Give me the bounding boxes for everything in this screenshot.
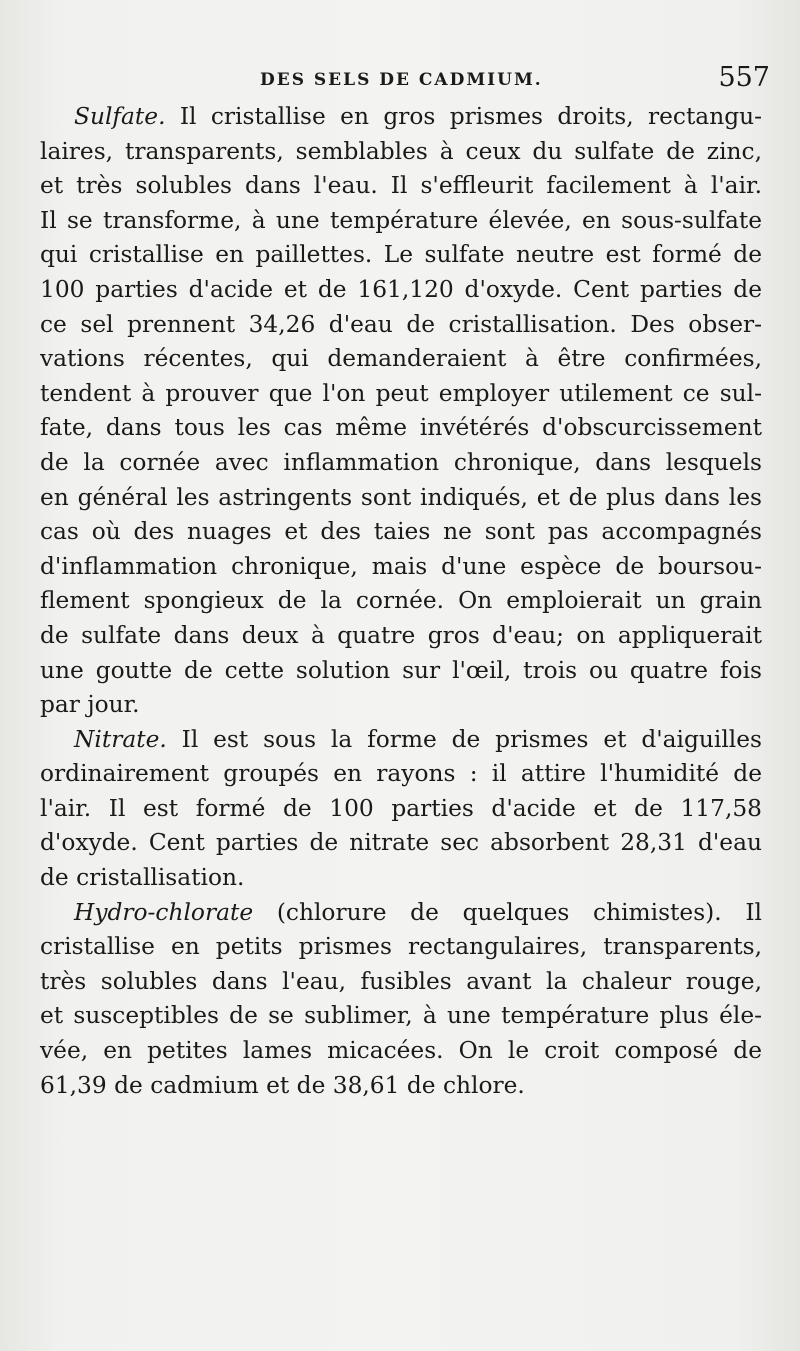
running-title: DES SELS DE CADMIUM. xyxy=(260,70,543,90)
section-term: Nitrate. xyxy=(74,725,167,753)
text-span: Il est sous la forme de prismes et d'aiguilles xyxy=(166,725,762,753)
text-line xyxy=(40,723,762,758)
text-line: 61,39 de cadmium et de 38,61 de chlore. xyxy=(40,1071,525,1099)
text-line: flement spongieux de la cornée. On emploierait un grain xyxy=(40,587,762,615)
text-line: par jour. xyxy=(40,691,140,719)
text-line: très solubles dans l'eau, fusibles avant la chaleur rouge, xyxy=(40,967,762,995)
text-line: 100 parties d'acide et de 161,120 d'oxyde. Cent parties de xyxy=(40,275,762,303)
text-line: de cristallisation. xyxy=(40,864,245,892)
text-span: (chlorure de quelques chimistes). Il xyxy=(253,898,762,926)
page-header xyxy=(40,62,770,102)
text-line: cas où des nuages et des taies ne sont pas accompagnés xyxy=(40,518,762,546)
text-line: l'air. Il est formé de 100 parties d'acide et de 117,58 xyxy=(40,794,762,822)
text-line: une goutte de cette solution sur l'œil, trois ou quatre fois xyxy=(40,656,762,684)
text-line: Il se transforme, à une température élevée, en sous-sulfate xyxy=(40,206,762,234)
text-line: vations récentes, qui demanderaient à être confirmées, xyxy=(40,345,762,373)
text-line: d'inflammation chronique, mais d'une espèce de boursou- xyxy=(40,552,762,580)
paragraph-hydro-chlorate xyxy=(40,896,762,1104)
text-line: cristallise en petits prismes rectangulaires, transparents, xyxy=(40,933,762,961)
text-line: qui cristallise en paillettes. Le sulfate neutre est formé de xyxy=(40,241,762,269)
text-line xyxy=(40,100,762,135)
text-line: en général les astringents sont indiqués, et de plus dans les xyxy=(40,483,762,511)
section-term: Sulfate. xyxy=(74,103,166,130)
text-line: ce sel prennent 34,26 d'eau de cristallisation. Des obser- xyxy=(40,310,762,338)
paragraph-sulfate xyxy=(40,100,762,723)
text-line xyxy=(40,896,762,931)
text-line: fate, dans tous les cas même invétérés d'obscurcissement xyxy=(40,414,762,442)
text-line: de la cornée avec inflammation chronique, dans lesquels xyxy=(40,448,762,476)
paragraph-nitrate xyxy=(40,723,762,896)
text-span: Il cristallise en gros prismes droits, rectangu- xyxy=(165,103,762,130)
text-line: et très solubles dans l'eau. Il s'effleurit facilement à l'air. xyxy=(40,172,762,200)
text-line: d'oxyde. Cent parties de nitrate sec absorbent 28,31 d'eau xyxy=(40,829,762,857)
body-text xyxy=(40,100,762,1103)
section-term: Hydro-chlorate xyxy=(74,898,254,926)
page-number: 557 xyxy=(718,62,770,93)
text-line: vée, en petites lames micacées. On le croit composé de xyxy=(40,1037,762,1065)
text-line: laires, transparents, semblables à ceux du sulfate de zinc, xyxy=(40,137,762,165)
text-line: tendent à prouver que l'on peut employer utilement ce sul- xyxy=(40,379,762,407)
text-line: ordinairement groupés en rayons : il attire l'humidité de xyxy=(40,760,762,788)
text-line: et susceptibles de se sublimer, à une température plus éle- xyxy=(40,1002,762,1030)
text-line: de sulfate dans deux à quatre gros d'eau; on appliquerait xyxy=(40,621,762,649)
